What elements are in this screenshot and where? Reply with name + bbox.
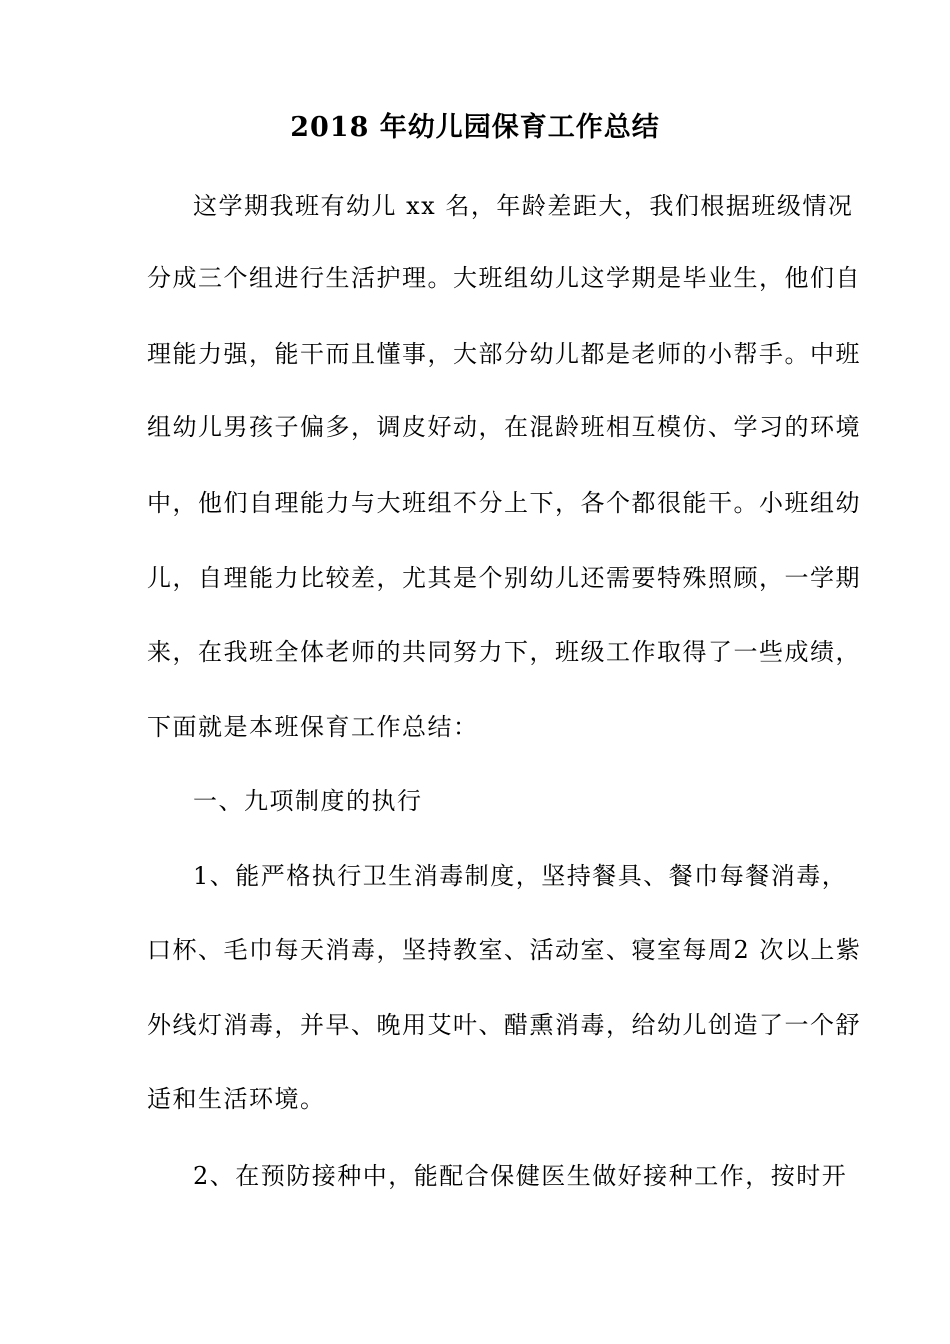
paragraph-line: 来，在我班全体老师的共同努力下，班级工作取得了一些成绩， [147, 638, 861, 666]
paragraph-line: 分成三个组进行生活护理。大班组幼儿这学期是毕业生，他们自 [147, 264, 861, 292]
list-item-line: 外线灯消毒，并早、晚用艾叶、醋熏消毒，给幼儿创造了一个舒 [147, 1011, 861, 1039]
list-item-line: 口杯、毛巾每天消毒，坚持教室、活动室、寝室每周2 次以上紫 [147, 936, 862, 964]
list-item-line: 2、在预防接种中，能配合保健医生做好接种工作，按时开 [193, 1162, 848, 1190]
list-item-line: 适和生活环境。 [147, 1085, 326, 1113]
section-heading: 一、九项制度的执行 [193, 787, 423, 815]
document-title: 2018 年幼儿园保育工作总结 [290, 112, 660, 143]
list-item-line: 1、能严格执行卫生消毒制度，坚持餐具、餐巾每餐消毒， [193, 862, 848, 890]
paragraph-line: 这学期我班有幼儿 xx 名，年龄差距大，我们根据班级情况 [193, 192, 854, 220]
paragraph-line: 理能力强，能干而且懂事，大部分幼儿都是老师的小帮手。中班 [147, 340, 861, 368]
paragraph-line: 儿，自理能力比较差，尤其是个别幼儿还需要特殊照顾，一学期 [147, 564, 861, 592]
paragraph-line: 中，他们自理能力与大班组不分上下，各个都很能干。小班组幼 [147, 489, 861, 517]
paragraph-line: 组幼儿男孩子偏多，调皮好动，在混龄班相互模仿、学习的环境 [147, 413, 861, 441]
paragraph-line: 下面就是本班保育工作总结： [147, 713, 479, 741]
